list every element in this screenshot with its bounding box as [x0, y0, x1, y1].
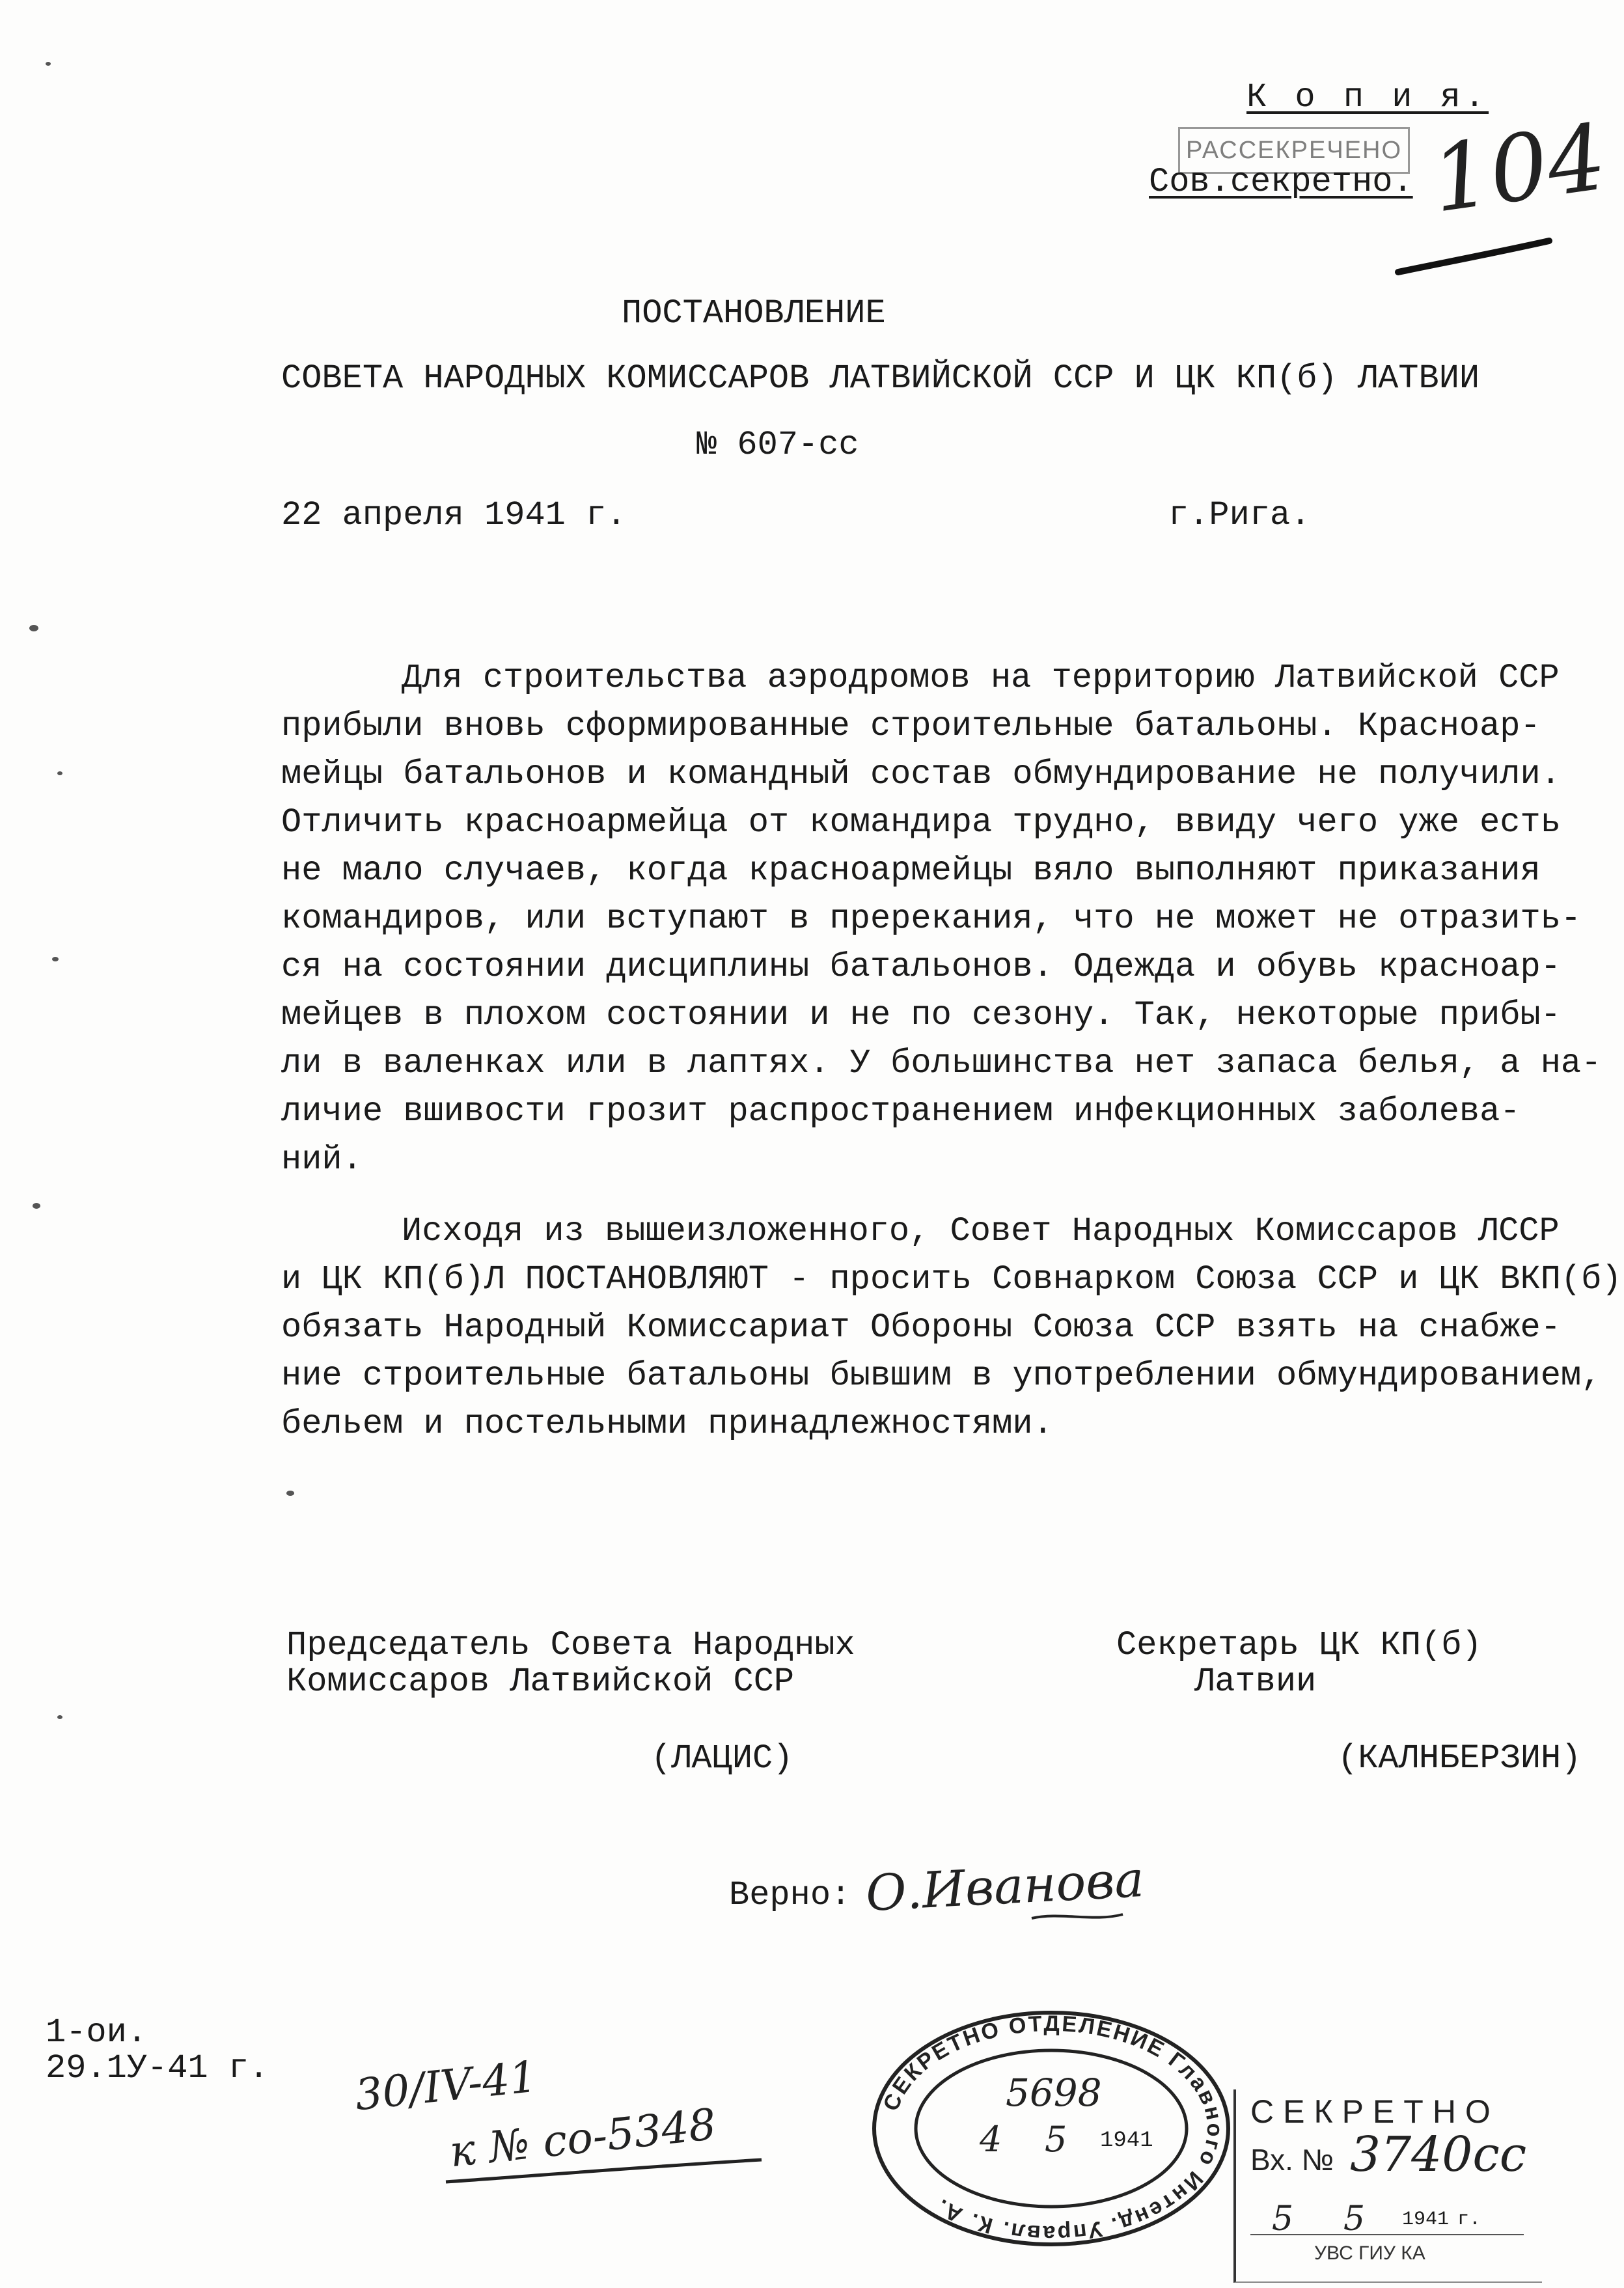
copy-label: К о п и я. — [1246, 78, 1489, 117]
scan-speck — [33, 1203, 40, 1209]
text-line: мейцы батальонов и командный состав обмундирование не получили. — [281, 755, 1561, 793]
scan-speck — [286, 1491, 294, 1496]
rect-stamp — [1233, 2089, 1542, 2283]
signatory-left-title-line: Комиссаров Латвийской ССР — [286, 1662, 795, 1701]
round-stamp-month: 5 — [1045, 2119, 1067, 2160]
handwritten-sheet-number: 104 — [1425, 104, 1613, 234]
rect-stamp-year: 1941 — [1402, 2209, 1450, 2231]
signatory-right-title-line: Секретарь ЦК КП(б) — [1116, 1626, 1482, 1664]
certified-label: Верно: — [729, 1876, 851, 1914]
rect-stamp-vh-number: 3740сс — [1350, 2127, 1527, 2183]
text-line: ние строительные батальоны бывшим в употреблении обмундированием, — [281, 1357, 1602, 1395]
rect-stamp-day: 5 — [1272, 2199, 1294, 2239]
scan-speck — [52, 957, 59, 961]
typed-date-note: 29.1У-41 г. — [46, 2049, 269, 2088]
signatory-right-title — [1116, 1627, 1482, 1700]
rect-stamp-org: УВС ГИУ КА — [1314, 2242, 1425, 2264]
handwritten-date: 30/IV-41 — [352, 2051, 540, 2121]
text-line: мейцев в плохом состоянии и не по сезону. Так, некоторые прибы- — [281, 996, 1561, 1034]
scan-speck — [57, 1715, 62, 1719]
round-stamp-number: 5698 — [1006, 2071, 1102, 2115]
rect-stamp-divider — [1250, 2234, 1524, 2235]
resolution-heading: ПОСТАНОВЛЕНИЕ — [622, 294, 886, 333]
round-stamp-ring-text: СЕКРЕТНО ОТДЕЛЕНИЕ Главного Интенд. Управл. К. А. — [878, 2011, 1228, 2246]
handwritten-reference: к № со-5348 — [447, 2099, 719, 2177]
scan-speck — [57, 771, 62, 775]
text-line: Отличить красноармейца от командира трудно, ввиду чего уже есть — [281, 803, 1561, 842]
round-stamp — [869, 2008, 1233, 2249]
text-line: обязать Народный Комиссариат Обороны Союза ССР взять на снабже- — [281, 1308, 1561, 1347]
rect-stamp-month: 5 — [1343, 2199, 1366, 2239]
text-line: Для строительства аэродромов на территорию Латвийской ССР — [402, 659, 1560, 697]
text-line: ся на состоянии дисциплины батальонов. Одежда и обувь красноар- — [281, 948, 1561, 986]
signatory-left-title — [286, 1627, 855, 1700]
scan-speck — [29, 625, 38, 631]
issuing-bodies: СОВЕТА НАРОДНЫХ КОМИССАРОВ ЛАТВИЙСКОЙ ССР И ЦК КП(б) ЛАТВИИ — [281, 359, 1480, 398]
text-line: командиров, или вступают в пререкания, что не может не отразить- — [281, 900, 1582, 938]
text-line: Исходя из вышеизложенного, Совет Народных Комиссаров ЛССР — [402, 1212, 1560, 1250]
rect-stamp-title: СЕКРЕТНО — [1250, 2093, 1500, 2130]
scan-speck — [46, 62, 51, 66]
secrecy-label: Сов.секретно. — [1149, 163, 1413, 201]
rect-stamp-vh-label: Вх. № — [1250, 2143, 1334, 2177]
body-paragraph-2 — [281, 1207, 1622, 1448]
signatory-left-title-line: Председатель Совета Народных — [286, 1626, 855, 1664]
declassified-stamp-text: РАССЕКРЕЧЕНО — [1185, 137, 1403, 164]
text-line: ний. — [281, 1140, 363, 1179]
resolution-number: № 607-сс — [696, 426, 859, 464]
text-line: личие вшивости грозит распространением инфекционных заболева- — [281, 1092, 1521, 1131]
round-stamp-year: 1941 — [1100, 2129, 1153, 2153]
text-line: прибыли вновь сформированные строительные батальоны. Красноар- — [281, 707, 1541, 745]
body-paragraph-1 — [281, 654, 1602, 1184]
resolution-date: 22 апреля 1941 г. — [281, 496, 627, 534]
handwritten-underline — [443, 2156, 768, 2188]
round-stamp-day: 4 — [980, 2119, 1002, 2160]
text-line: ли в валенках или в лаптях. У большинства нет запаса белья, а на- — [281, 1044, 1602, 1082]
handwritten-stroke — [1393, 234, 1556, 280]
signatory-left-name: (ЛАЦИС) — [651, 1739, 793, 1778]
text-line: и ЦК КП(б)Л ПОСТАНОВЛЯЮТ - просить Совнарком Союза ССР и ЦК ВКП(б) — [281, 1260, 1622, 1299]
text-line: бельем и постельными принадлежностями. — [281, 1405, 1053, 1443]
copies-note: 1-ои. — [46, 2013, 148, 2052]
text-line: не мало случаев, когда красноармейцы вяло выполняют приказания — [281, 851, 1541, 890]
signatory-right-title-line: Латвии — [1194, 1662, 1317, 1701]
resolution-place: г.Рига. — [1168, 496, 1311, 534]
rect-stamp-year-suffix: г. — [1457, 2209, 1481, 2231]
certifier-signature: О.Иванова — [864, 1849, 1146, 1923]
signatory-right-name: (КАЛНБЕРЗИН) — [1338, 1739, 1582, 1778]
signature-flourish — [1028, 1910, 1126, 1923]
